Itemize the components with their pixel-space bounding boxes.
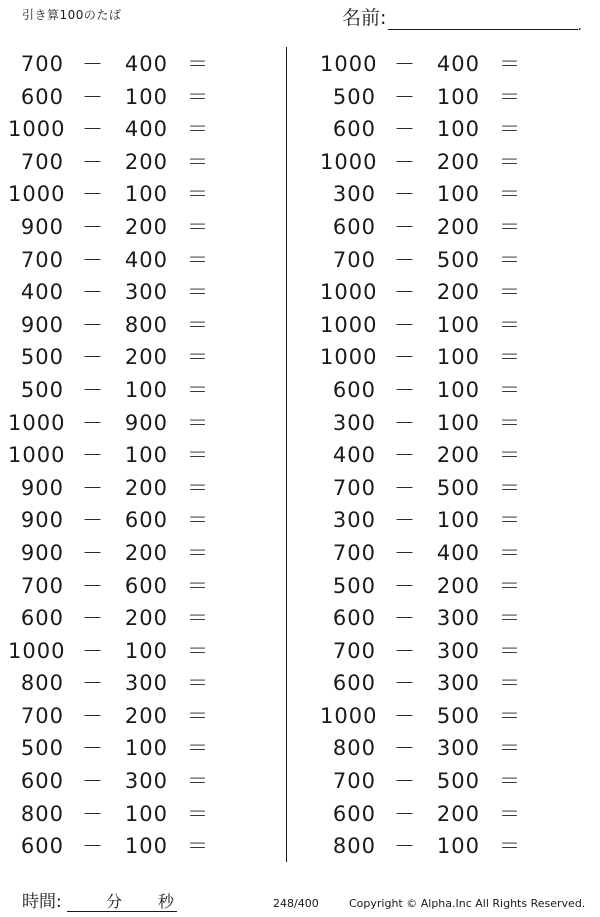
minuend: 1000 — [320, 703, 378, 728]
equals-sign: ＝ — [499, 52, 521, 76]
problem-row — [0, 276, 280, 309]
subtrahend: 600 — [124, 508, 168, 533]
minus-sign: － — [82, 182, 104, 207]
minuend: 800 — [20, 801, 64, 826]
problem-row — [312, 178, 592, 211]
equals-sign: ＝ — [187, 280, 209, 305]
equals-sign: ＝ — [187, 182, 209, 207]
name-dot: . — [577, 18, 582, 34]
minus-sign: － — [82, 443, 104, 468]
name-underline — [388, 29, 578, 30]
subtrahend: 100 — [436, 84, 480, 109]
subtrahend: 100 — [124, 801, 168, 826]
minus-sign: － — [394, 214, 416, 239]
subtrahend: 500 — [436, 247, 480, 272]
problem-row — [312, 211, 592, 244]
minus-sign: － — [82, 736, 104, 761]
equals-sign: ＝ — [499, 182, 521, 207]
subtrahend: 300 — [436, 671, 480, 696]
minuend: 600 — [20, 769, 64, 794]
subtrahend: 200 — [436, 149, 480, 174]
seconds-label: 秒 — [158, 892, 175, 911]
equals-sign: ＝ — [499, 345, 521, 370]
minuend: 300 — [332, 182, 376, 207]
minuend: 1000 — [320, 312, 378, 337]
equals-sign: ＝ — [499, 573, 521, 598]
subtrahend: 300 — [124, 769, 168, 794]
right-problem-column — [312, 48, 592, 863]
minus-sign: － — [394, 377, 416, 402]
minuend: 600 — [332, 671, 376, 696]
equals-sign: ＝ — [187, 410, 209, 435]
equals-sign: ＝ — [187, 84, 209, 109]
minus-sign: － — [394, 606, 416, 631]
subtrahend: 400 — [436, 52, 480, 76]
minus-sign: － — [394, 280, 416, 305]
minuend: 600 — [332, 117, 376, 142]
minuend: 1000 — [8, 638, 66, 663]
minuend: 800 — [332, 736, 376, 761]
equals-sign: ＝ — [499, 117, 521, 142]
subtrahend: 100 — [124, 182, 168, 207]
minus-sign: － — [394, 443, 416, 468]
subtrahend: 500 — [436, 769, 480, 794]
equals-sign: ＝ — [499, 84, 521, 109]
problem-row — [0, 146, 280, 179]
subtrahend: 200 — [436, 280, 480, 305]
equals-sign: ＝ — [187, 606, 209, 631]
minus-sign: － — [82, 703, 104, 728]
minus-sign: － — [394, 117, 416, 142]
equals-sign: ＝ — [499, 475, 521, 500]
problem-row — [0, 504, 280, 537]
equals-sign: ＝ — [187, 508, 209, 533]
problem-row — [312, 374, 592, 407]
minus-sign: － — [394, 345, 416, 370]
minuend: 700 — [20, 573, 64, 598]
minus-sign: － — [394, 703, 416, 728]
minus-sign: － — [394, 475, 416, 500]
subtrahend: 200 — [124, 606, 168, 631]
minuend: 900 — [20, 475, 64, 500]
equals-sign: ＝ — [499, 736, 521, 761]
minus-sign: － — [82, 540, 104, 565]
subtrahend: 100 — [436, 345, 480, 370]
problem-row — [0, 211, 280, 244]
subtrahend: 300 — [436, 736, 480, 761]
time-field — [22, 890, 182, 914]
problem-row — [0, 341, 280, 374]
problem-row — [312, 667, 592, 700]
equals-sign: ＝ — [187, 312, 209, 337]
minus-sign: － — [82, 573, 104, 598]
subtrahend: 100 — [436, 182, 480, 207]
minus-sign: － — [394, 834, 416, 859]
equals-sign: ＝ — [187, 52, 209, 76]
minuend: 600 — [332, 801, 376, 826]
equals-sign: ＝ — [499, 214, 521, 239]
minus-sign: － — [82, 834, 104, 859]
subtrahend: 400 — [124, 247, 168, 272]
problem-row — [312, 732, 592, 765]
minuend: 700 — [332, 769, 376, 794]
problem-row — [0, 309, 280, 342]
problem-row — [312, 602, 592, 635]
subtrahend: 100 — [436, 312, 480, 337]
equals-sign: ＝ — [499, 540, 521, 565]
equals-sign: ＝ — [499, 149, 521, 174]
minuend: 700 — [20, 52, 64, 76]
equals-sign: ＝ — [187, 801, 209, 826]
copyright-text: Copyright © Alpha.Inc All Rights Reserved. — [349, 897, 586, 910]
problem-row — [312, 276, 592, 309]
minuend: 1000 — [320, 149, 378, 174]
minus-sign: － — [82, 769, 104, 794]
problem-row — [0, 570, 280, 603]
subtrahend: 400 — [124, 52, 168, 76]
minus-sign: － — [82, 214, 104, 239]
minus-sign: － — [82, 410, 104, 435]
problem-row — [312, 700, 592, 733]
subtrahend: 400 — [436, 540, 480, 565]
minus-sign: － — [82, 84, 104, 109]
problem-row — [0, 602, 280, 635]
equals-sign: ＝ — [499, 769, 521, 794]
equals-sign: ＝ — [499, 834, 521, 859]
subtrahend: 100 — [124, 84, 168, 109]
problem-row — [312, 765, 592, 798]
minuend: 600 — [332, 606, 376, 631]
problem-row — [0, 667, 280, 700]
minus-sign: － — [82, 149, 104, 174]
problem-row — [312, 570, 592, 603]
equals-sign: ＝ — [187, 117, 209, 142]
equals-sign: ＝ — [187, 214, 209, 239]
minus-sign: － — [82, 377, 104, 402]
minuend: 700 — [332, 475, 376, 500]
minuend: 700 — [20, 703, 64, 728]
subtrahend: 100 — [124, 377, 168, 402]
minuend: 500 — [20, 736, 64, 761]
minuend: 700 — [332, 638, 376, 663]
subtrahend: 100 — [436, 377, 480, 402]
minuend: 400 — [332, 443, 376, 468]
minuend: 1000 — [8, 182, 66, 207]
subtrahend: 200 — [436, 801, 480, 826]
equals-sign: ＝ — [187, 736, 209, 761]
minuend: 700 — [332, 247, 376, 272]
minus-sign: － — [394, 671, 416, 696]
equals-sign: ＝ — [187, 475, 209, 500]
subtrahend: 200 — [124, 149, 168, 174]
minus-sign: － — [394, 247, 416, 272]
problem-row — [0, 798, 280, 831]
problem-row — [312, 798, 592, 831]
minuend: 800 — [20, 671, 64, 696]
problem-row — [312, 309, 592, 342]
subtrahend: 100 — [124, 638, 168, 663]
minus-sign: － — [82, 117, 104, 142]
minus-sign: － — [82, 508, 104, 533]
subtrahend: 300 — [124, 671, 168, 696]
problem-row — [312, 113, 592, 146]
problem-row — [0, 537, 280, 570]
subtrahend: 100 — [436, 117, 480, 142]
minuend: 500 — [332, 573, 376, 598]
minuend: 1000 — [8, 117, 66, 142]
minus-sign: － — [82, 312, 104, 337]
subtrahend: 200 — [124, 540, 168, 565]
minus-sign: － — [82, 638, 104, 663]
subtrahend: 300 — [436, 606, 480, 631]
minuend: 900 — [20, 540, 64, 565]
minuend: 800 — [332, 834, 376, 859]
problem-row — [312, 146, 592, 179]
subtrahend: 100 — [436, 410, 480, 435]
subtrahend: 500 — [436, 703, 480, 728]
subtrahend: 200 — [124, 703, 168, 728]
problem-row — [0, 178, 280, 211]
minus-sign: － — [82, 475, 104, 500]
minuend: 700 — [20, 149, 64, 174]
equals-sign: ＝ — [499, 312, 521, 337]
problem-row — [0, 439, 280, 472]
problem-row — [312, 830, 592, 863]
problem-row — [0, 700, 280, 733]
subtrahend: 200 — [124, 214, 168, 239]
minus-sign: － — [394, 573, 416, 598]
minuend: 600 — [20, 84, 64, 109]
subtrahend: 100 — [124, 736, 168, 761]
minus-sign: － — [82, 345, 104, 370]
minuend: 500 — [332, 84, 376, 109]
minus-sign: － — [394, 410, 416, 435]
minuend: 1000 — [320, 280, 378, 305]
minus-sign: － — [394, 312, 416, 337]
subtrahend: 200 — [436, 443, 480, 468]
problem-row — [312, 244, 592, 277]
minuend: 1000 — [320, 345, 378, 370]
minuend: 1000 — [8, 410, 66, 435]
minus-sign: － — [394, 769, 416, 794]
problem-row — [312, 504, 592, 537]
minus-sign: － — [394, 540, 416, 565]
column-divider — [286, 47, 287, 862]
subtrahend: 100 — [436, 834, 480, 859]
minus-sign: － — [394, 149, 416, 174]
minutes-label: 分 — [106, 892, 123, 911]
subtrahend: 200 — [436, 214, 480, 239]
minuend: 700 — [332, 540, 376, 565]
equals-sign: ＝ — [187, 540, 209, 565]
minuend: 900 — [20, 214, 64, 239]
problem-row — [0, 765, 280, 798]
subtrahend: 200 — [124, 345, 168, 370]
problem-row — [0, 407, 280, 440]
minuend: 600 — [20, 606, 64, 631]
minuend: 1000 — [320, 52, 378, 76]
problem-row — [312, 472, 592, 505]
minuend: 900 — [20, 312, 64, 337]
time-label: 時間: — [22, 892, 62, 912]
subtrahend: 900 — [124, 410, 168, 435]
subtrahend: 100 — [436, 508, 480, 533]
equals-sign: ＝ — [187, 443, 209, 468]
minuend: 1000 — [8, 443, 66, 468]
equals-sign: ＝ — [499, 247, 521, 272]
subtrahend: 300 — [436, 638, 480, 663]
problem-row — [0, 635, 280, 668]
minuend: 400 — [20, 280, 64, 305]
equals-sign: ＝ — [499, 606, 521, 631]
subtrahend: 100 — [124, 443, 168, 468]
equals-sign: ＝ — [499, 703, 521, 728]
problem-row — [312, 48, 592, 81]
minus-sign: － — [82, 52, 104, 76]
minuend: 600 — [332, 214, 376, 239]
problem-row — [0, 244, 280, 277]
problem-row — [0, 472, 280, 505]
equals-sign: ＝ — [187, 834, 209, 859]
left-problem-column — [0, 48, 280, 863]
name-field — [342, 6, 582, 32]
problem-row — [312, 81, 592, 114]
minus-sign: － — [394, 52, 416, 76]
name-label: 名前: — [342, 7, 387, 29]
minuend: 600 — [332, 377, 376, 402]
problem-row — [0, 732, 280, 765]
subtrahend: 200 — [436, 573, 480, 598]
subtrahend: 100 — [124, 834, 168, 859]
equals-sign: ＝ — [187, 671, 209, 696]
subtrahend: 600 — [124, 573, 168, 598]
subtrahend: 800 — [124, 312, 168, 337]
equals-sign: ＝ — [187, 573, 209, 598]
minuend: 700 — [20, 247, 64, 272]
problem-row — [312, 635, 592, 668]
subtrahend: 400 — [124, 117, 168, 142]
equals-sign: ＝ — [499, 638, 521, 663]
equals-sign: ＝ — [499, 410, 521, 435]
equals-sign: ＝ — [499, 280, 521, 305]
equals-sign: ＝ — [499, 671, 521, 696]
equals-sign: ＝ — [187, 703, 209, 728]
equals-sign: ＝ — [499, 377, 521, 402]
minuend: 500 — [20, 345, 64, 370]
problem-row — [0, 48, 280, 81]
minus-sign: － — [394, 84, 416, 109]
minus-sign: － — [82, 247, 104, 272]
equals-sign: ＝ — [187, 247, 209, 272]
equals-sign: ＝ — [499, 508, 521, 533]
worksheet-title: 引き算100のたば — [22, 8, 122, 22]
minus-sign: － — [82, 801, 104, 826]
problem-row — [0, 830, 280, 863]
problem-row — [0, 81, 280, 114]
minus-sign: － — [394, 638, 416, 663]
problem-row — [312, 407, 592, 440]
problem-row — [0, 113, 280, 146]
minus-sign: － — [82, 671, 104, 696]
minuend: 300 — [332, 508, 376, 533]
minuend: 900 — [20, 508, 64, 533]
equals-sign: ＝ — [187, 149, 209, 174]
subtrahend: 500 — [436, 475, 480, 500]
equals-sign: ＝ — [187, 345, 209, 370]
subtrahend: 200 — [124, 475, 168, 500]
page-number: 248/400 — [273, 897, 319, 910]
equals-sign: ＝ — [187, 769, 209, 794]
problem-row — [0, 374, 280, 407]
equals-sign: ＝ — [499, 801, 521, 826]
minus-sign: － — [82, 280, 104, 305]
minuend: 600 — [20, 834, 64, 859]
minuend: 500 — [20, 377, 64, 402]
equals-sign: ＝ — [187, 638, 209, 663]
minuend: 300 — [332, 410, 376, 435]
equals-sign: ＝ — [499, 443, 521, 468]
subtrahend: 300 — [124, 280, 168, 305]
equals-sign: ＝ — [187, 377, 209, 402]
problem-row — [312, 439, 592, 472]
minus-sign: － — [82, 606, 104, 631]
minus-sign: － — [394, 801, 416, 826]
problem-row — [312, 537, 592, 570]
minus-sign: － — [394, 182, 416, 207]
minus-sign: － — [394, 508, 416, 533]
problem-row — [312, 341, 592, 374]
minus-sign: － — [394, 736, 416, 761]
